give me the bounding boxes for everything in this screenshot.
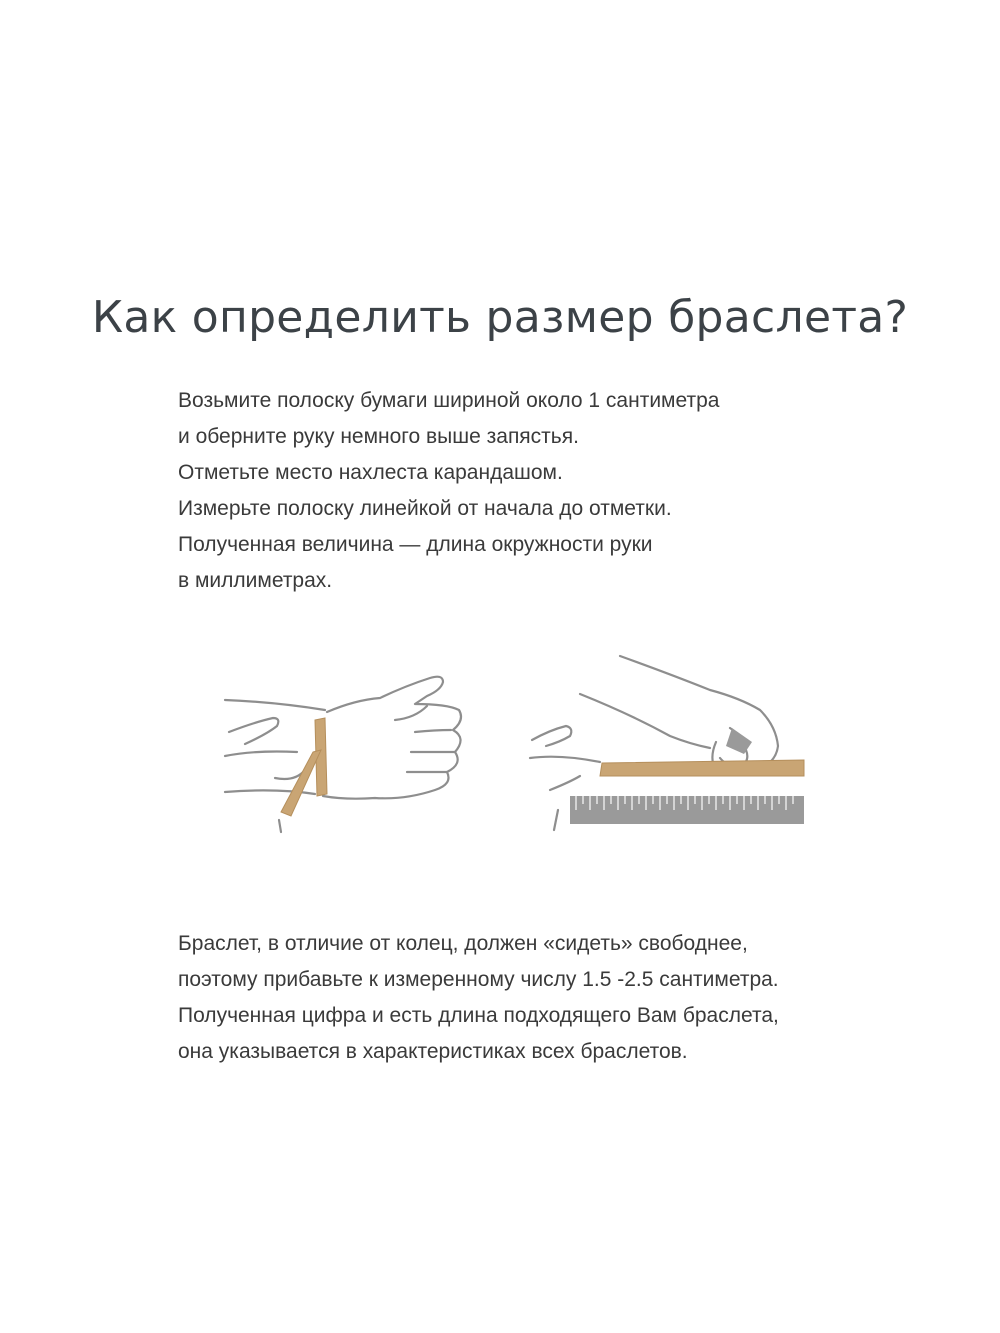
note-line: Полученная цифра и есть длина подходящего Вам браслета, bbox=[178, 1004, 779, 1027]
upper-hand-outline bbox=[620, 656, 778, 770]
paper-strip-icon bbox=[600, 760, 804, 776]
sizing-note-paragraph bbox=[178, 926, 898, 1070]
instruction-line: Возьмите полоску бумаги шириной около 1 сантиметра bbox=[178, 389, 720, 412]
lower-hand-outline bbox=[532, 726, 571, 746]
instruction-line: Полученная величина — длина окружности руки bbox=[178, 533, 653, 556]
instruction-line: и оберните руку немного выше запястья. bbox=[178, 425, 579, 448]
note-line: она указывается в характеристиках всех браслетов. bbox=[178, 1040, 688, 1063]
helper-finger-outline bbox=[229, 718, 278, 744]
wrist-wrap-drawing bbox=[215, 660, 475, 840]
ruler-icon bbox=[570, 796, 804, 824]
instruction-line: в миллиметрах. bbox=[178, 569, 333, 592]
ruler-measure-drawing bbox=[520, 650, 820, 840]
note-line: Браслет, в отличие от колец, должен «сидеть» свободнее, bbox=[178, 932, 748, 955]
page-title: Как определить размер браслета? bbox=[91, 292, 909, 343]
ruler-measure-illustration bbox=[520, 650, 820, 840]
instruction-line: Отметьте место нахлеста карандашом. bbox=[178, 461, 563, 484]
note-line: поэтому прибавьте к измеренному числу 1.5 -2.5 сантиметра. bbox=[178, 968, 779, 991]
forearm-top-outline bbox=[225, 700, 325, 710]
wrist-wrap-illustration bbox=[215, 660, 475, 840]
paper-strip-icon bbox=[281, 718, 327, 816]
instruction-line: Измерьте полоску линейкой от начала до отметки. bbox=[178, 497, 672, 520]
fist-outline bbox=[323, 677, 461, 799]
instructions-paragraph bbox=[178, 383, 858, 599]
thumb-shadow bbox=[726, 728, 752, 754]
